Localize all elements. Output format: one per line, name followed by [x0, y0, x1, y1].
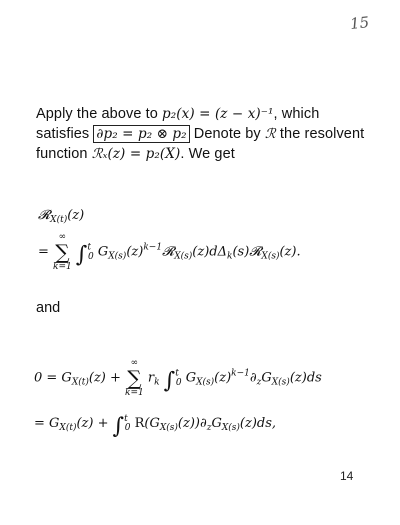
page-number: 14 [340, 469, 354, 483]
equation-1-line-2: = ∞ ∑ k=1 ∫$^t_0$ $G_{X(s)}(z)^{k-1}𝓡_{X(s)}(z)d\Delta_k(s)𝓡_{X(s)}(z)$. [38, 232, 301, 272]
boxed-equation: ∂p₂ = p₂ ⊗ p₂ [93, 125, 189, 143]
paragraph-text-1: Apply the above to [36, 106, 163, 122]
paragraph-text-4: the resolvent function [36, 126, 365, 162]
equation-1-line-1: 𝓡$_{X(t)}$(z) [38, 208, 85, 225]
paragraph-math-3: ℛₓ(z) = p₂(X) [91, 146, 181, 162]
paragraph-math-2: ℛ [264, 126, 276, 142]
intro-paragraph [36, 104, 376, 164]
paragraph-text-5: . We get [180, 146, 235, 162]
paragraph-text-3: Denote by [189, 126, 265, 142]
equation-2-line-2: = $G_{X(t)}(z) + \int^t_0$ $R(G_{X(s)}(z))\partial_zG_{X(s)}(z)ds$, [34, 414, 277, 439]
paragraph-text-2: , which satisfies [36, 106, 320, 142]
equation-2-line-1: $0 = G_{X(t)}(z)$ + ∞ ∑ k=1 $r_k$ ∫$^t_0$ $G_{X(s)}(z)^{k-1}\partial_zG_{X(s)}(z)ds$ [34, 358, 322, 398]
handwritten-page-number: 15 [349, 13, 370, 33]
connector-word: and [36, 300, 61, 316]
paragraph-math-1: p₂(x) = (z − x)⁻¹ [162, 106, 274, 122]
